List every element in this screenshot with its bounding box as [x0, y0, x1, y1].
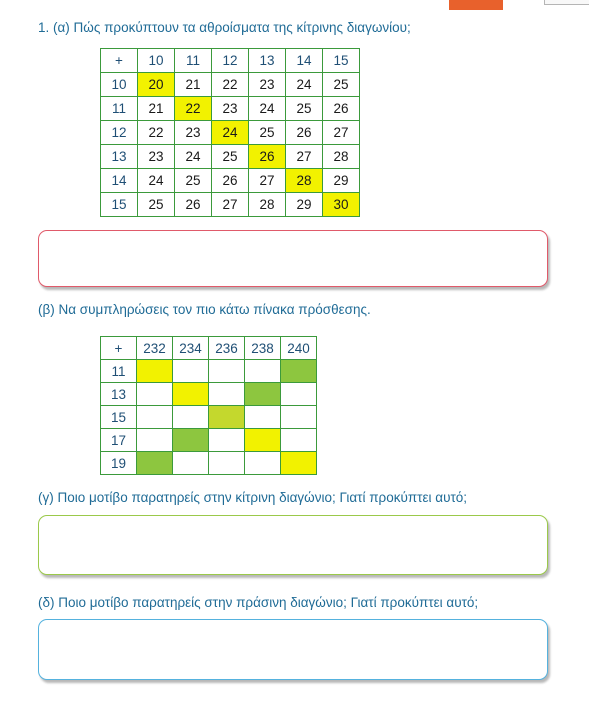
table-b-empty-cell[interactable]: [209, 429, 245, 452]
table-a-cell: 29: [323, 169, 360, 193]
table-b-yellow-cell[interactable]: [173, 383, 209, 406]
table-a-diagonal-cell: 30: [323, 193, 360, 217]
question-d-text: (δ) Ποιο μοτίβο παρατηρείς στην πράσινη διαγώνιο; Γιατί προκύπτει αυτό;: [38, 595, 479, 610]
table-b-yellow-cell[interactable]: [245, 429, 281, 452]
table-a-cell: 22: [138, 121, 175, 145]
table-a-row-header: 15: [101, 193, 138, 217]
table-a-diagonal-cell: 28: [286, 169, 323, 193]
table-b-row: [101, 406, 317, 429]
table-a-diagonal-cell: 22: [175, 97, 212, 121]
table-a-cell: 23: [138, 145, 175, 169]
table-b-empty-cell[interactable]: [281, 383, 317, 406]
table-b-row-header: 11: [101, 360, 137, 383]
table-a-cell: 28: [249, 193, 286, 217]
table-b-row-header: 17: [101, 429, 137, 452]
table-b-column-header: 240: [281, 337, 317, 360]
table-b-corner-plus: +: [101, 337, 137, 360]
table-a-cell: 25: [286, 97, 323, 121]
table-a-cell: 27: [286, 145, 323, 169]
table-a-row-header: 13: [101, 145, 138, 169]
table-a-cell: 26: [286, 121, 323, 145]
table-a-cell: 25: [175, 169, 212, 193]
table-b-column-header: 232: [137, 337, 173, 360]
table-b-row-header: 15: [101, 406, 137, 429]
table-a-cell: 24: [175, 145, 212, 169]
table-a-column-header: 12: [212, 49, 249, 73]
table-b-green-cell[interactable]: [137, 452, 173, 475]
table-a-cell: 26: [323, 97, 360, 121]
table-a-cell: 23: [212, 97, 249, 121]
table-b-empty-cell[interactable]: [173, 360, 209, 383]
table-b-lime-cell[interactable]: [209, 406, 245, 429]
table-a-column-header: 13: [249, 49, 286, 73]
table-b-empty-cell[interactable]: [245, 452, 281, 475]
table-b-green-cell[interactable]: [281, 360, 317, 383]
table-a-header-row: [101, 49, 360, 73]
table-b-row: [101, 452, 317, 475]
question-c-text: (γ) Ποιο μοτίβο παρατηρείς στην κίτρινη διαγώνιο; Γιατί προκύπτει αυτό;: [38, 490, 468, 505]
table-a-column-header: 10: [138, 49, 175, 73]
table-a-cell: 26: [175, 193, 212, 217]
table-a-cell: 24: [286, 73, 323, 97]
table-a-diagonal-cell: 24: [212, 121, 249, 145]
table-b-green-cell[interactable]: [245, 383, 281, 406]
table-a-column-header: 15: [323, 49, 360, 73]
table-a-row-header: 10: [101, 73, 138, 97]
table-b-empty-cell[interactable]: [245, 406, 281, 429]
table-a-cell: 25: [138, 193, 175, 217]
table-a-column-header: 11: [175, 49, 212, 73]
orange-header-tab: [449, 0, 503, 10]
table-b-row: [101, 360, 317, 383]
table-a-column-header: 14: [286, 49, 323, 73]
table-b-row-header: 13: [101, 383, 137, 406]
table-b-empty-cell[interactable]: [209, 360, 245, 383]
question-a-text: 1. (α) Πώς προκύπτουν τα αθροίσματα της κίτρινης διαγωνίου;: [38, 20, 411, 35]
table-b-empty-cell[interactable]: [281, 406, 317, 429]
table-a-row: [101, 97, 360, 121]
question-b-text: (β) Να συμπληρώσεις τον πιο κάτω πίνακα πρόσθεσης.: [38, 302, 371, 317]
table-b-yellow-cell[interactable]: [137, 360, 173, 383]
table-b-empty-cell[interactable]: [209, 383, 245, 406]
table-b-empty-cell[interactable]: [137, 406, 173, 429]
answer-box-c[interactable]: [38, 515, 548, 575]
table-a-cell: 21: [175, 73, 212, 97]
table-b-row: [101, 383, 317, 406]
addition-table-b: [100, 336, 317, 475]
table-b-row-header: 19: [101, 452, 137, 475]
table-a-row-header: 14: [101, 169, 138, 193]
table-a-row-header: 12: [101, 121, 138, 145]
table-a-row-header: 11: [101, 97, 138, 121]
table-a-cell: 27: [212, 193, 249, 217]
table-b-row: [101, 429, 317, 452]
table-b-green-cell[interactable]: [173, 429, 209, 452]
table-a-cell: 22: [212, 73, 249, 97]
gray-header-tab: [544, 0, 589, 5]
table-b-column-header: 234: [173, 337, 209, 360]
table-a-row: [101, 193, 360, 217]
table-a-row: [101, 121, 360, 145]
table-b-empty-cell[interactable]: [245, 360, 281, 383]
table-b-empty-cell[interactable]: [137, 429, 173, 452]
table-a-cell: 24: [249, 97, 286, 121]
table-a-cell: 25: [323, 73, 360, 97]
table-a-cell: 27: [249, 169, 286, 193]
table-a-cell: 28: [323, 145, 360, 169]
table-b-empty-cell[interactable]: [173, 406, 209, 429]
answer-box-d[interactable]: [38, 619, 548, 680]
table-a-row: [101, 73, 360, 97]
table-a-cell: 23: [249, 73, 286, 97]
table-b-yellow-cell[interactable]: [281, 452, 317, 475]
table-a-diagonal-cell: 20: [138, 73, 175, 97]
table-a-cell: 21: [138, 97, 175, 121]
table-b-empty-cell[interactable]: [137, 383, 173, 406]
answer-box-a[interactable]: [38, 230, 548, 287]
table-a-row: [101, 169, 360, 193]
table-a-row: [101, 145, 360, 169]
table-b-column-header: 238: [245, 337, 281, 360]
table-a-cell: 23: [175, 121, 212, 145]
table-b-empty-cell[interactable]: [173, 452, 209, 475]
table-a-cell: 24: [138, 169, 175, 193]
table-a-cell: 25: [212, 145, 249, 169]
table-a-cell: 29: [286, 193, 323, 217]
table-b-column-header: 236: [209, 337, 245, 360]
table-a-diagonal-cell: 26: [249, 145, 286, 169]
table-a-cell: 27: [323, 121, 360, 145]
table-b-header-row: [101, 337, 317, 360]
table-b-empty-cell[interactable]: [281, 429, 317, 452]
table-a-cell: 26: [212, 169, 249, 193]
table-a-corner-plus: +: [101, 49, 138, 73]
addition-table-a: [100, 48, 360, 217]
table-b-empty-cell[interactable]: [209, 452, 245, 475]
table-a-cell: 25: [249, 121, 286, 145]
